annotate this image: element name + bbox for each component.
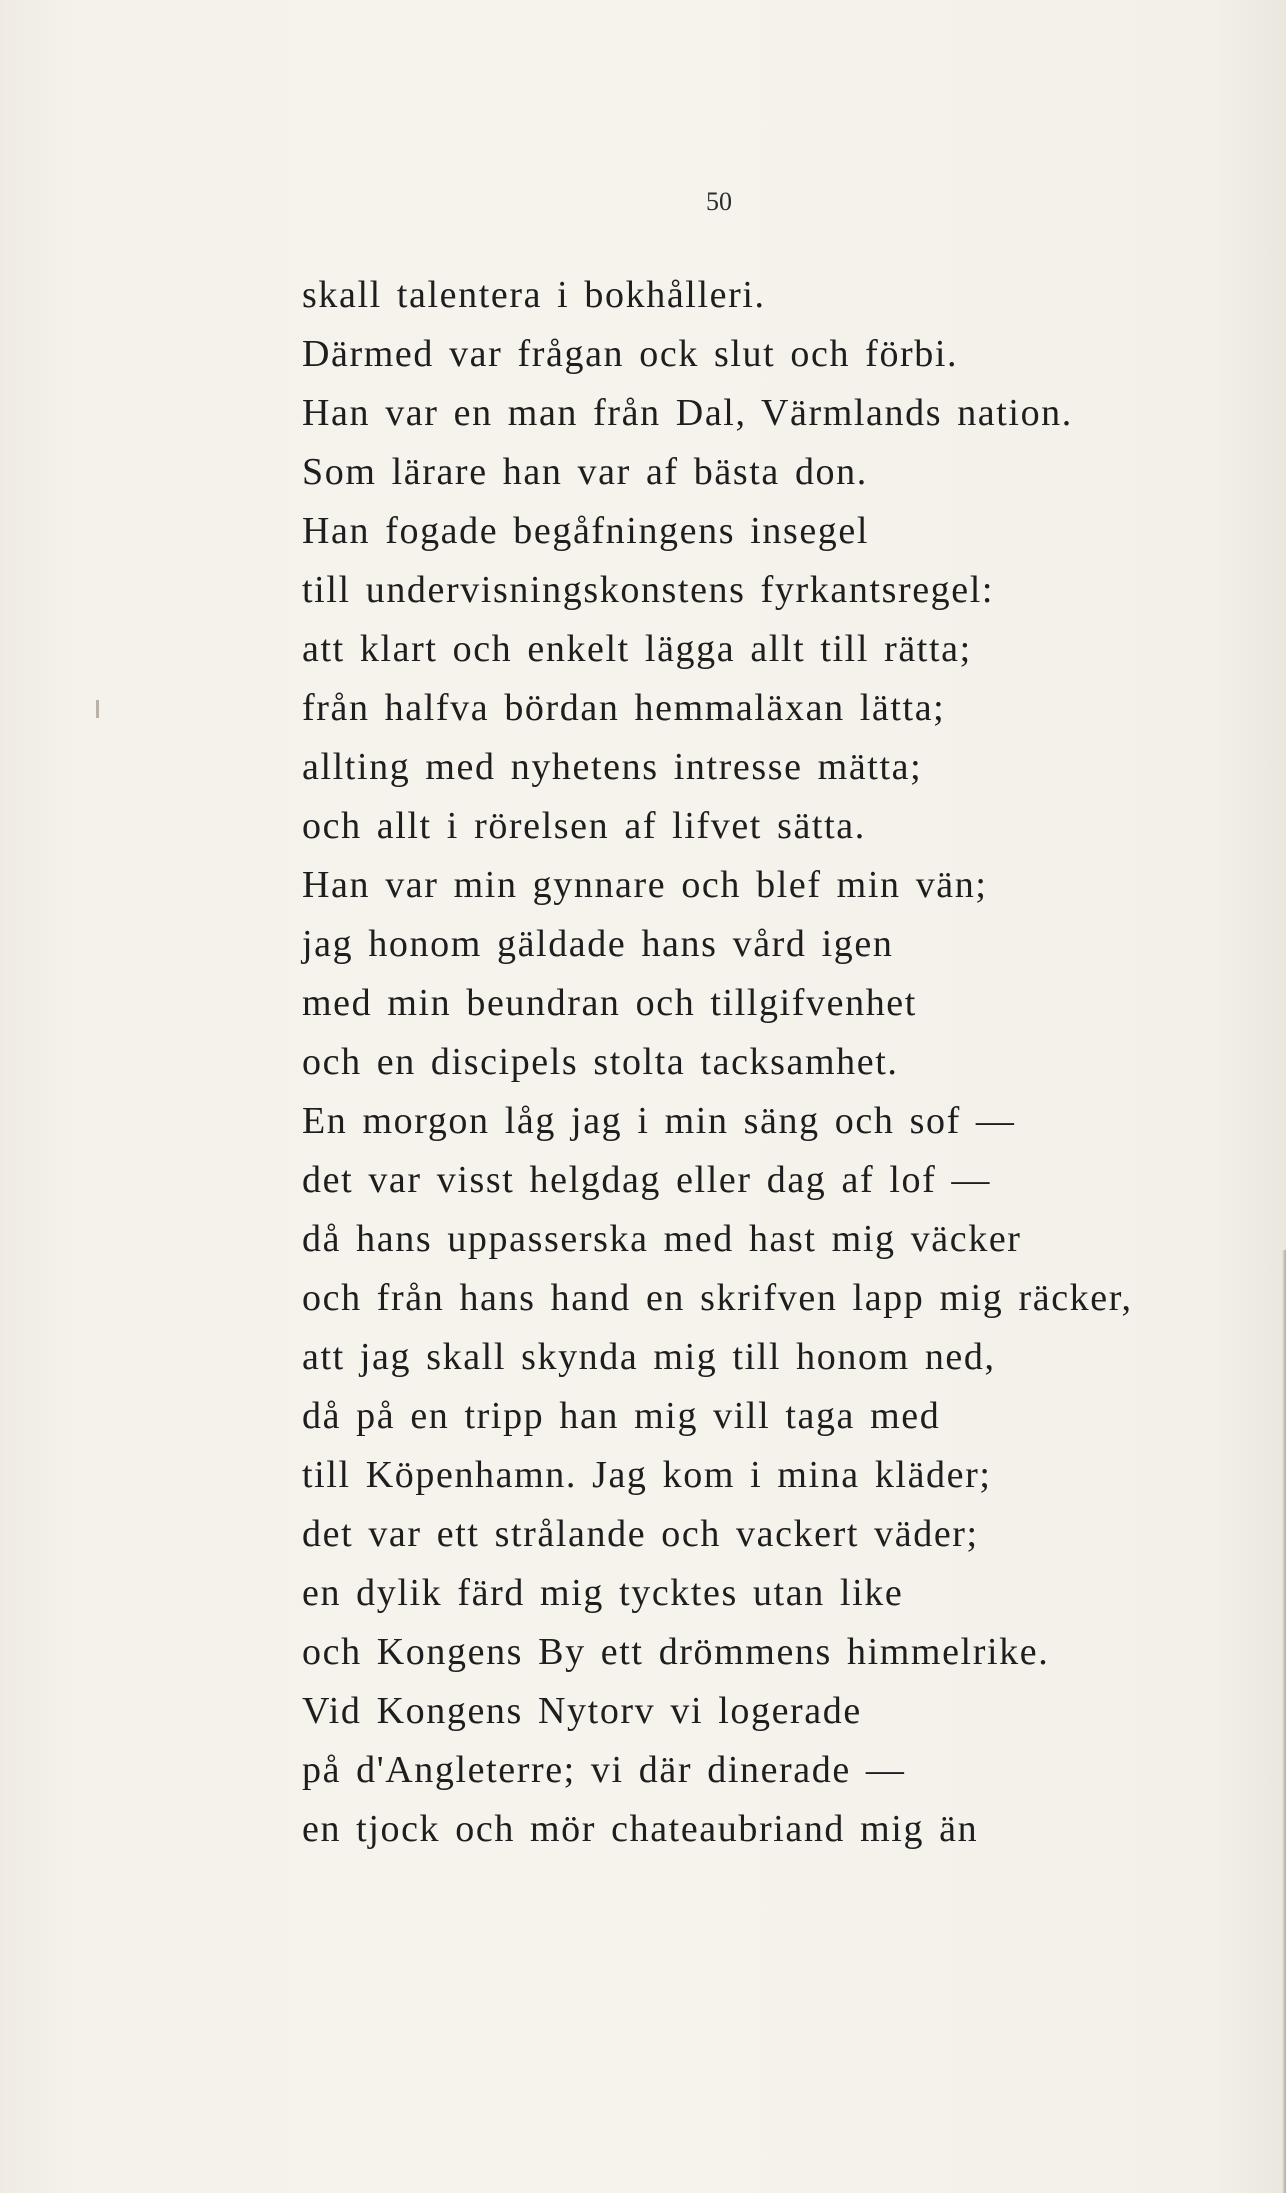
poem-line: Därmed var frågan ock slut och förbi.: [302, 333, 959, 375]
poem-line: Han var min gynnare och blef min vän;: [302, 864, 988, 906]
poem-line: då på en tripp han mig vill taga med: [302, 1395, 941, 1437]
poem-text: [302, 266, 1133, 1859]
poem-line: Han fogade begåfningens insegel: [302, 510, 870, 552]
poem-line: på d'Angleterre; vi där dinerade —: [302, 1749, 906, 1791]
poem-line: En morgon låg jag i min säng och sof —: [302, 1100, 1016, 1142]
poem-line: det var visst helgdag eller dag af lof —: [302, 1159, 992, 1201]
poem-line: och en discipels stolta tacksamhet.: [302, 1041, 899, 1083]
poem-line: och från hans hand en skrifven lapp mig räcker,: [302, 1277, 1133, 1319]
poem-line: Han var en man från Dal, Värmlands nation.: [302, 392, 1073, 434]
margin-mark: [96, 700, 99, 718]
page-number: 50: [706, 187, 732, 216]
poem-line: allting med nyhetens intresse mätta;: [302, 746, 923, 788]
poem-line: att jag skall skynda mig till honom ned,: [302, 1336, 996, 1378]
poem-line: till undervisningskonstens fyrkantsregel:: [302, 569, 995, 611]
poem-line: till Köpenhamn. Jag kom i mina kläder;: [302, 1454, 992, 1496]
poem-line: jag honom gäldade hans vård igen: [302, 923, 894, 965]
poem-line: Vid Kongens Nytorv vi logerade: [302, 1690, 862, 1732]
poem-line: med min beundran och tillgifvenhet: [302, 982, 917, 1024]
poem-line: då hans uppasserska med hast mig väcker: [302, 1218, 1022, 1260]
poem-line: en tjock och mör chateaubriand mig än: [302, 1808, 979, 1850]
page-edge-shadow: [1282, 1250, 1286, 2193]
poem-line: och Kongens By ett drömmens himmelrike.: [302, 1631, 1050, 1673]
poem-line: att klart och enkelt lägga allt till rätta;: [302, 628, 972, 670]
poem-line: skall talentera i bokhålleri.: [302, 274, 766, 316]
poem-line: från halfva bördan hemmaläxan lätta;: [302, 687, 946, 729]
poem-line: och allt i rörelsen af lifvet sätta.: [302, 805, 866, 847]
poem-line: Som lärare han var af bästa don.: [302, 451, 868, 493]
poem-line: det var ett strålande och vackert väder;: [302, 1513, 979, 1555]
poem-line: en dylik färd mig tycktes utan like: [302, 1572, 904, 1614]
